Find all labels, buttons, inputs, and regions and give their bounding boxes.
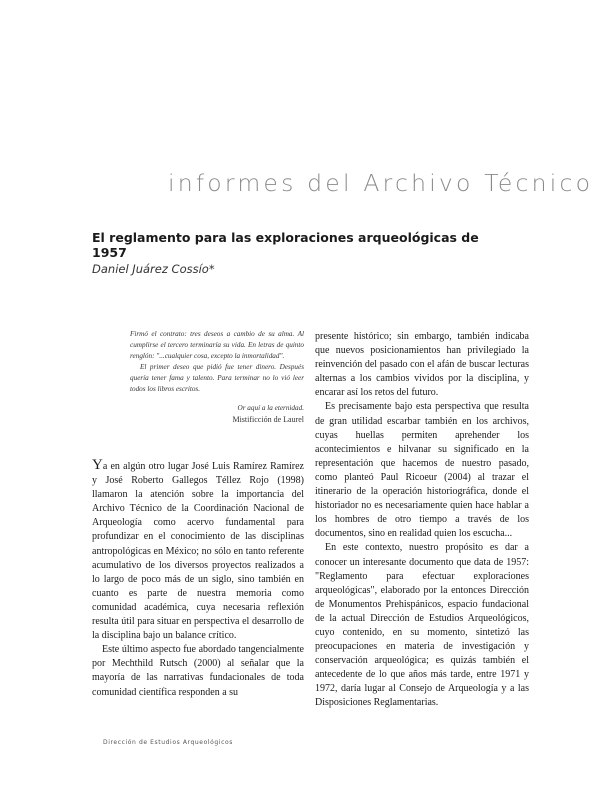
epigraph-paragraph: El primer deseo que pidió fue tener dinero. Después quería tener fama y talento. Para terminar no lo vió leer todos los libros escritos. xyxy=(130,363,304,393)
page-footer: Dirección de Estudios Arqueológicos xyxy=(103,739,233,746)
body-column-right xyxy=(315,330,529,711)
body-paragraph-text: a en algún otro lugar José Luis Ramírez Ramírez y José Roberto Gallegos Téllez Rojo (1998) llamaron la atención sobre la importancia del Archivo Técnico de la Coordinación Nacional de Arqueología como acervo fundamental para profundizar en el conocimiento de las disciplinas antropológicas en México; no sólo en tanto referente acumulativo de los diversos proyectos realizados a lo largo de poco más de un siglo, sino también en cuanto es parte de nuestra memoria como comunidad académica, cuya necesaria reflexión resulta útil para situar en perspectiva el desarrollo de la disciplina bajo un balance crítico. xyxy=(92,461,304,642)
epigraph-signature-name: Mistificción de Laurel xyxy=(232,415,304,424)
article-title: El reglamento para las exploraciones arqueológicas de 1957 xyxy=(92,230,479,260)
body-paragraph: presente histórico; sin embargo, también indicaba que nuevos posicionamientos han privilegiado la reinvención del pasado con el afán de buscar lecturas alternas a los cambios vividos por la disciplina, y encarar así los retos del futuro. xyxy=(315,331,529,399)
epigraph xyxy=(130,329,304,425)
body-paragraph: Este último aspecto fue abordado tangencialmente por Mechthild Rutsch (2000) al señalar que la mayoría de las narrativas fundacionales de toda comunidad científica responden a su xyxy=(92,644,304,698)
epigraph-paragraph: Firmó el contrato: tres deseos a cambio de su alma. Al cumplirse el tercero terminaría su vida. En letras de quinto renglón: "...cualquier cosa, excepto la inmortalidad". xyxy=(130,330,304,360)
drop-cap: Y xyxy=(92,457,103,473)
body-column-left xyxy=(92,457,304,700)
body-paragraph: Es precisamente bajo esta perspectiva que resulta de gran utilidad escarbar también en los archivos, cuyas huellas permiten aprehender los acontecimientos e hilvanar su significado en la representación que hacemos de nuestro pasado, como planteó Paul Ricoeur (2004) al trazar el itinerario de la operación historiográfica, donde el historiador no es necesariamente quien hace hablar a los hombres de otro tiempo a través de los documentos, sino en realidad quien los escucha... xyxy=(315,401,529,540)
epigraph-signature-line: Or aquí a la eternidad. xyxy=(237,404,304,412)
article-author: Daniel Juárez Cossío* xyxy=(92,262,215,276)
body-paragraph xyxy=(92,457,304,643)
section-title: informes del Archivo Técnico xyxy=(168,169,594,197)
body-paragraph: En este contexto, nuestro propósito es dar a conocer un interesante documento que data de 1957: "Reglamento para efectuar exploraciones arqueológicas", elaborado por la entonces Dirección de Monumentos Prehispánicos, espacio fundacional de la actual Dirección de Estudios Arqueológicos, cuyo contenido, en su momento, sintetizó las preocupaciones en materia de investigación y conservación arqueológica; es quizás también el antecedente de lo que años más tarde, entre 1971 y 1972, daría lugar al Consejo de Arqueología y a las Disposiciones Reglamentarias. xyxy=(315,542,529,709)
